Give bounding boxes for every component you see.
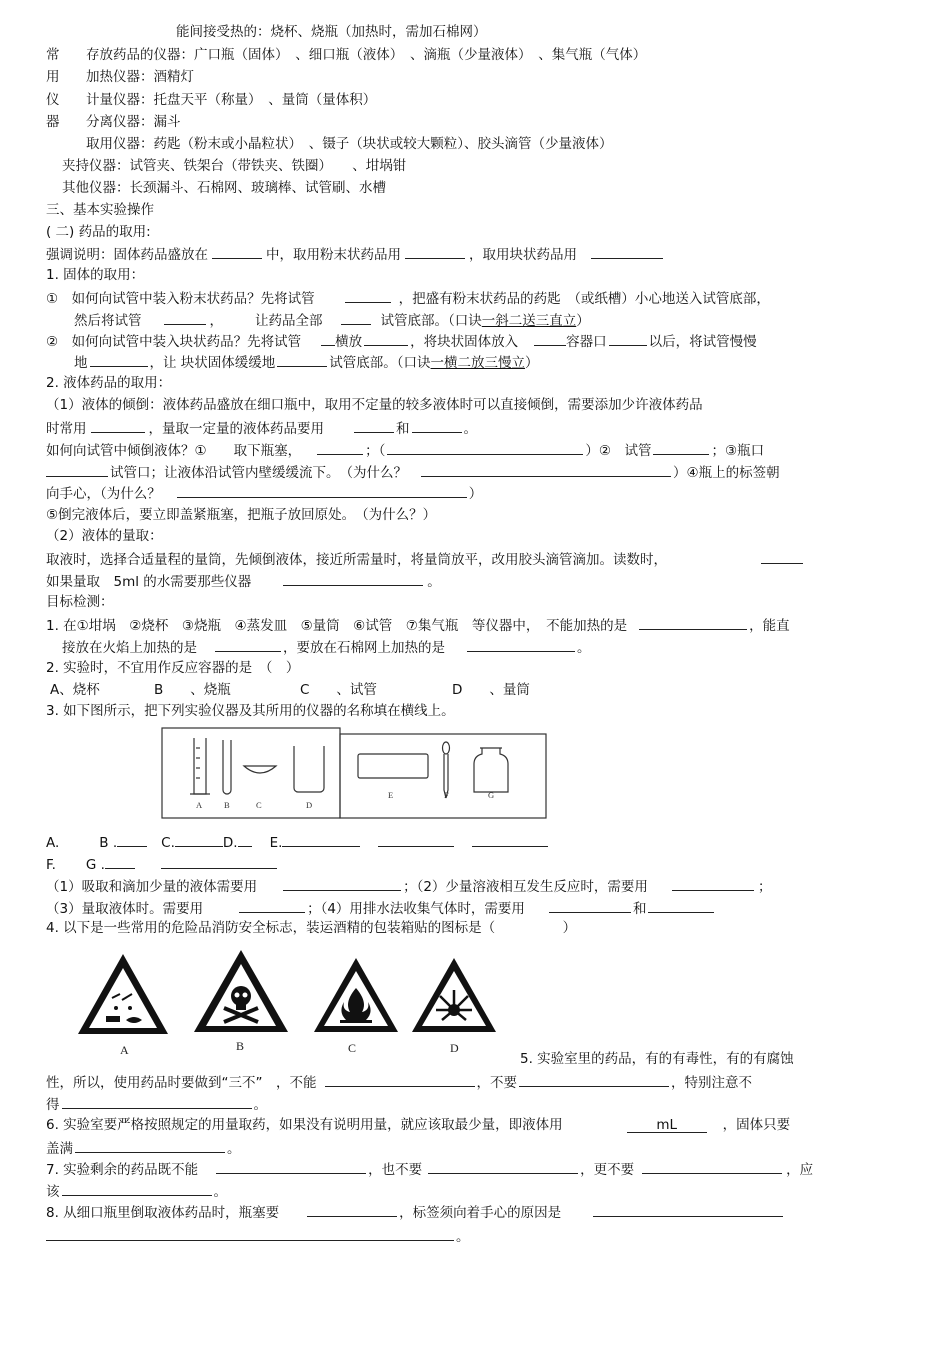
q3-sub-line2: （3）量取液体时。需要用 ；（4）用排水法收集气体时，需要用 和 (46, 898, 714, 918)
q5-line3: 得 。 (46, 1094, 267, 1114)
instrument-figure (160, 724, 548, 820)
figure-frame-left (162, 728, 340, 818)
q2-line: 2. 实验时，不宜用作反应容器的是 （ ） (46, 660, 300, 676)
heating-line: 加热仪器：酒精灯 (86, 69, 194, 85)
q6-line2: 盖满 。 (46, 1138, 241, 1158)
measure-title: （2）液体的量取： (46, 528, 163, 544)
measure-line2: 如果量取 5ml 的水需要那些仪器 。 (46, 571, 441, 591)
q3-sub-line1: （1）吸取和滴加少量的液体需要用 ；（2）少量溶液相互发生反应时，需要用 ； (46, 876, 771, 896)
answer-row-2: F. G . (46, 854, 277, 874)
answer-row-1: A. B . C. D. E. (46, 832, 548, 852)
q6-line1: 6. 实验室要严格按照规定的用量取药，如果没有说明用量，就应该取最少量，即液体用 mL ，固体只要 (46, 1117, 791, 1133)
q3-line: 3. 如下图所示，把下列实验仪器及其所用的仪器的名称填在横线上。 (46, 703, 455, 719)
sign-label-a: A (120, 1043, 129, 1057)
side-char-1: 常 (46, 47, 60, 63)
q4-line: 4. 以下是一些常用的危险品消防安全标志，装运酒精的包装箱贴的图标是（ ） (46, 920, 577, 936)
section-title: 三、基本实验操作 (46, 202, 154, 218)
q2-option-d: D 、量筒 (452, 682, 530, 698)
q1-line1: 1. 在①坩埚 ②烧杯 ③烧瓶 ④蒸发皿 ⑤量筒 ⑥试管 ⑦集气瓶 等仪器中， 不能加热的是 ，能直 (46, 615, 790, 635)
beaker-icon (294, 746, 324, 792)
corrosive-sign-icon (78, 954, 168, 1034)
test-tube-icon (223, 740, 231, 794)
solid-title: 1. 固体的取用： (46, 267, 145, 283)
subsection-title: ( 二) 药品的取用: (46, 224, 151, 240)
q8-line1: 8. 从细口瓶里倒取液体药品时，瓶塞要 ，标签须向着手心的原因是 (46, 1202, 783, 1222)
clamping-line: 夹持仪器：试管夹、铁架台（带铁夹、铁圈） 、坩埚钳 (62, 158, 407, 174)
solid-q2-line1: ② 如何向试管中装入块状药品？先将试管 横放 ，将块状固体放入 容器口 以后，将试管慢慢 (46, 331, 757, 351)
toxic-sign-icon (194, 950, 288, 1032)
fig-label-b: B (224, 800, 230, 810)
liquid-title: 2. 液体药品的取用： (46, 375, 172, 391)
q6-ml-unit: mL (656, 1117, 677, 1133)
targets-title: 目标检测： (46, 594, 114, 610)
q5-line1: 5. 实验室里的药品，有的有毒性，有的有腐蚀 (520, 1051, 794, 1067)
storage-line: 存放药品的仪器：广口瓶（固体） 、细口瓶（液体） 、滴瓶（少量液体） 、集气瓶（气体） (86, 47, 647, 63)
side-char-2: 用 (46, 69, 60, 85)
solid-q1-line1: ① 如何向试管中装入粉末状药品？先将试管 ，把盛有粉末状药品的药匙 （或纸槽）小心地送入试管底部， (46, 288, 770, 308)
others-line: 其他仪器：长颈漏斗、石棉网、玻璃棒、试管刷、水槽 (62, 180, 386, 196)
solid-q1-line2: 然后将试管 ， 让药品全部 试管底部。（口诀一斜二送三直立） (74, 310, 590, 330)
explosive-sign-icon (412, 958, 496, 1032)
q2-option-c: C 、试管 (300, 682, 377, 698)
q2-option-a: A、烧杯 (50, 682, 100, 698)
q8-line2: 。 (46, 1226, 470, 1246)
pour-how-line3: 向手心，（为什么？ ） (46, 483, 482, 503)
evaporating-dish-icon (244, 766, 276, 773)
fig-label-a: A (196, 800, 203, 810)
flammable-sign-icon (314, 958, 398, 1032)
pour-how-line4: ⑤倒完液体后，要立即盖紧瓶塞，把瓶子放回原处。 （为什么？） (46, 507, 437, 523)
pour-how-line1: 如何向试管中倾倒液体？① 取下瓶塞， ；（ ）② 试管 ；③瓶口 (46, 440, 764, 460)
fig-label-d: D (306, 800, 313, 810)
sign-label-c: C (348, 1041, 357, 1055)
q2-option-b: B 、烧瓶 (154, 682, 231, 698)
measure-line1: 取液时，选择合适量程的量筒，先倾倒液体，接近所需量时，将量筒放平，改用胶头滴管滴加。读数时， (46, 549, 803, 569)
pour-blanks-line: 时常用 ，量取一定量的液体药品要用 和 。 (46, 418, 477, 438)
hazard-signs-figure (78, 950, 502, 1060)
q1-line2: 接放在火焰上加热的是 ，要放在石棉网上加热的是 。 (62, 637, 591, 657)
graduated-cylinder-icon (190, 738, 210, 794)
pour-how-line2: 试管口；让液体沿试管内壁缓缓流下。 （为什么？ ）④瓶上的标签朝 (46, 462, 780, 482)
q7-line1: 7. 实验剩余的药品既不能 ，也不要 ，更不要 ，应 (46, 1159, 813, 1179)
taking-line: 取用仪器：药匙（粉末或小晶粒状） 、镊子（块状或较大颗粒）、胶头滴管（少量液体） (86, 136, 613, 152)
fig-label-e: E (388, 790, 394, 800)
solid-q2-line2: 地 ，让 块状固体缓缓地 试管底部。（口诀一横二放三慢立） (74, 352, 539, 372)
sign-label-b: B (236, 1039, 245, 1053)
measuring-line: 计量仪器：托盘天平（称量） 、量筒（量体积） (86, 92, 377, 108)
gas-bottle-icon (474, 748, 508, 792)
side-char-4: 器 (46, 114, 60, 130)
separating-line: 分离仪器：漏斗 (86, 114, 181, 130)
pour-title: （1）液体的倾倒：液体药品盛放在细口瓶中，取用不定量的较多液体时可以直接倾倒，需要添加少许液体药品 (46, 397, 703, 413)
water-trough-icon (358, 754, 428, 778)
sign-label-d: D (450, 1041, 459, 1055)
fig-label-c: C (256, 800, 262, 810)
fig-label-f: F (444, 790, 449, 800)
q5-line2: 性，所以，使用药品时要做到“三不” ，不能 ，不要 ，特别注意不 (46, 1072, 752, 1092)
fig-label-g: G (488, 790, 495, 800)
q7-line2: 该 。 (46, 1181, 227, 1201)
heat-line: 能间接受热的：烧杯、烧瓶（加热时，需加石棉网） (176, 24, 487, 40)
emphasis-line: 强调说明：固体药品盛放在 中，取用粉末状药品用 ，取用块状药品用 (46, 244, 663, 264)
side-char-3: 仪 (46, 92, 60, 108)
